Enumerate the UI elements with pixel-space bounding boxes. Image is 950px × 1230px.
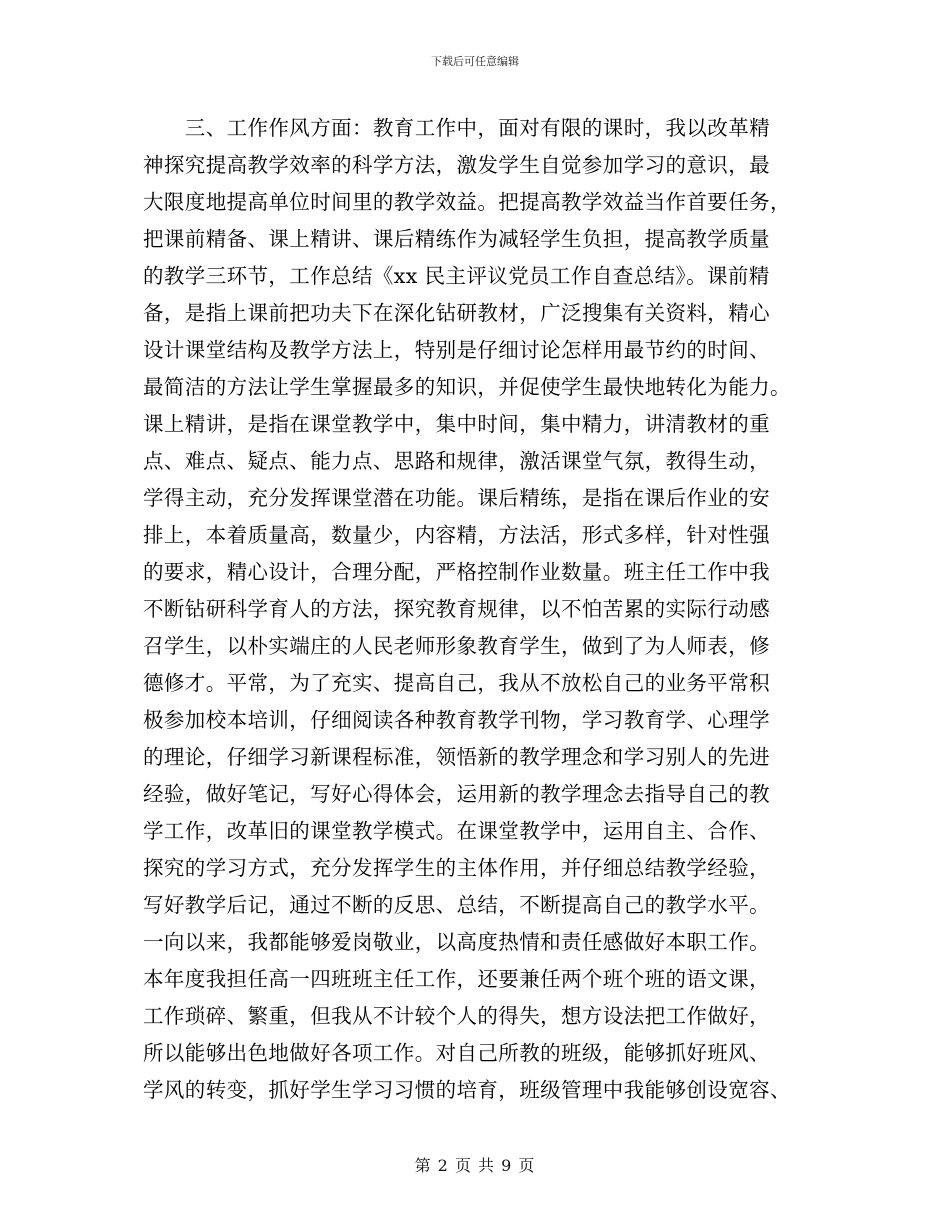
body-line: 经验，做好笔记，写好心得体会，运用新的教学理念去指导自己的教	[143, 782, 770, 806]
body-line: 排上，本着质量高，数量少，内容精，方法活，形式多样，针对性强	[143, 523, 770, 547]
body-line: 把课前精备、课上精讲、课后精练作为减轻学生负担，提高教学质量	[143, 227, 770, 251]
body-line: 神探究提高教学效率的科学方法，激发学生自觉参加学习的意识，最	[143, 153, 770, 177]
body-line: 的教学三环节，工作总结《xx 民主评议党员工作自查总结》。课前精	[143, 264, 770, 288]
body-line: 极参加校本培训，仔细阅读各种教育教学刊物，学习教育学、心理学	[143, 708, 770, 732]
body-line: 学风的转变，抓好学生学习习惯的培育，班级管理中我能够创设宽容、	[143, 1078, 791, 1102]
body-line: 点、难点、疑点、能力点、思路和规律，激活课堂气氛，教得生动，	[143, 449, 770, 473]
body-line: 的理论，仔细学习新课程标准，领悟新的教学理念和学习别人的先进	[143, 745, 770, 769]
body-line: 备，是指上课前把功夫下在深化钻研教材，广泛搜集有关资料，精心	[143, 301, 770, 325]
document-body	[143, 110, 808, 1109]
page-number-footer: 第 2 页 共 9 页	[414, 1156, 536, 1175]
page-header-note: 下载后可任意编辑	[431, 55, 519, 68]
body-line: 写好教学后记，通过不断的反思、总结，不断提高自己的教学水平。	[143, 893, 770, 917]
body-line: 本年度我担任高一四班班主任工作，还要兼任两个班个班的语文课，	[143, 967, 770, 991]
body-line: 设计课堂结构及教学方法上，特别是仔细讨论怎样用最节约的时间、	[143, 338, 770, 362]
body-line: 德修才。平常，为了充实、提高自己，我从不放松自己的业务平常积	[143, 671, 770, 695]
body-line: 大限度地提高单位时间里的教学效益。把提高教学效益当作首要任务，	[143, 190, 791, 214]
body-line: 课上精讲，是指在课堂教学中，集中时间，集中精力，讲清教材的重	[143, 412, 770, 436]
body-line: 探究的学习方式，充分发挥学生的主体作用，并仔细总结教学经验，	[143, 856, 770, 880]
body-line: 一向以来，我都能够爱岗敬业，以高度热情和责任感做好本职工作。	[143, 930, 770, 954]
body-line: 学得主动，充分发挥课堂潜在功能。课后精练，是指在课后作业的安	[143, 486, 770, 510]
body-line: 学工作，改革旧的课堂教学模式。在课堂教学中，运用自主、合作、	[143, 819, 770, 843]
body-line: 召学生，以朴实端庄的人民老师形象教育学生，做到了为人师表，修	[143, 634, 770, 658]
body-line: 不断钻研科学育人的方法，探究教育规律，以不怕苦累的实际行动感	[143, 597, 770, 621]
body-line: 所以能够出色地做好各项工作。对自己所教的班级，能够抓好班风、	[143, 1041, 770, 1065]
body-line: 最简洁的方法让学生掌握最多的知识，并促使学生最快地转化为能力。	[143, 375, 791, 399]
body-line: 的要求，精心设计，合理分配，严格控制作业数量。班主任工作中我	[143, 560, 770, 584]
body-line: 工作琐碎、繁重，但我从不计较个人的得失，想方设法把工作做好，	[143, 1004, 770, 1028]
body-line: 三、工作作风方面：教育工作中，面对有限的课时，我以改革精	[143, 116, 770, 140]
